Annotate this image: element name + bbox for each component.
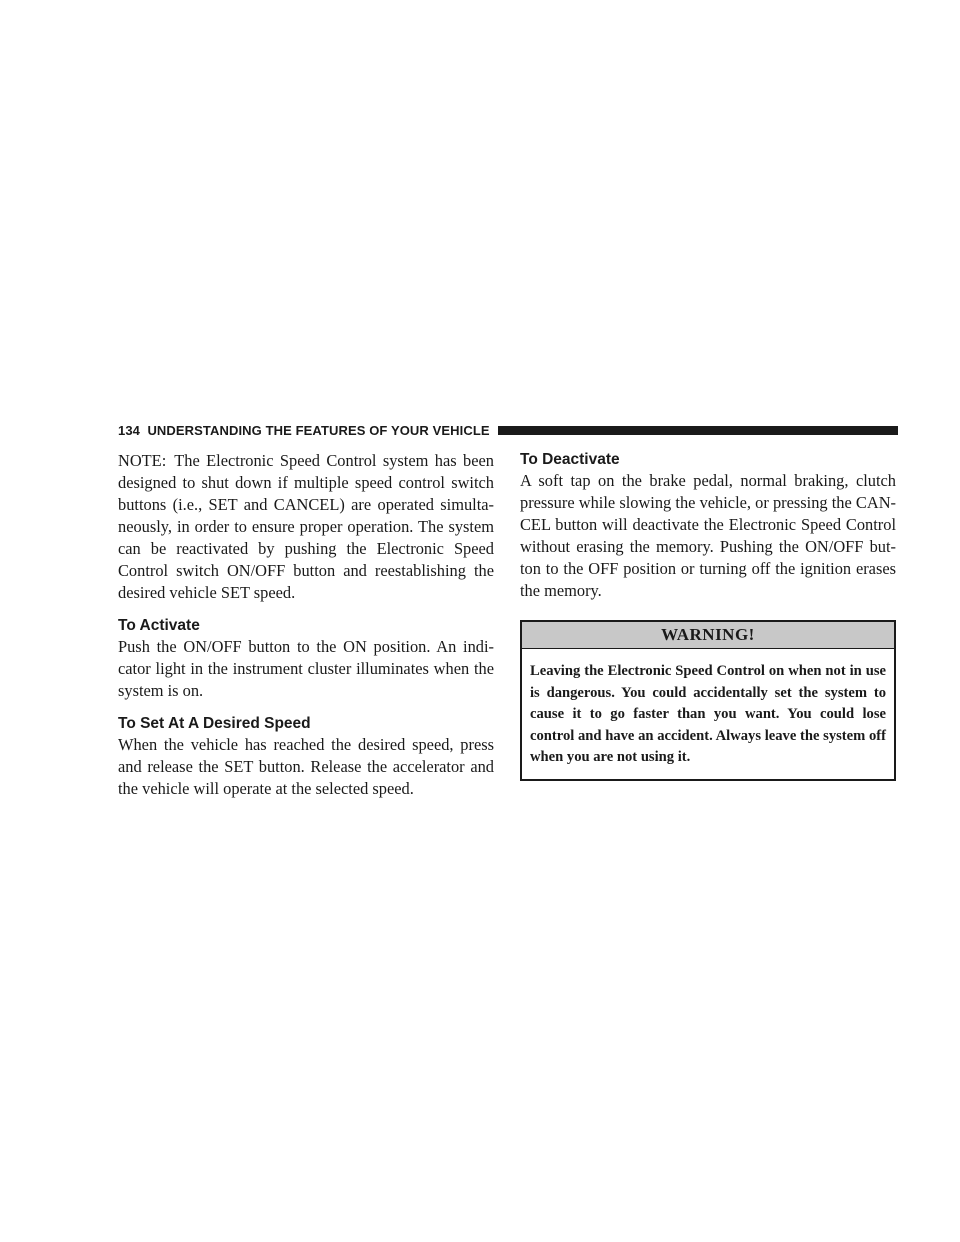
page-header bbox=[118, 420, 898, 440]
header-rule bbox=[498, 426, 898, 435]
section-title: UNDERSTANDING THE FEATURES OF YOUR VEHICLE bbox=[147, 422, 490, 438]
page-number: 134 bbox=[118, 422, 140, 438]
header-text bbox=[118, 423, 490, 438]
note-label: NOTE: bbox=[118, 451, 167, 470]
set-speed-paragraph: When the vehicle has reached the desired speed, press and release the SET button. Release the accelerator and the vehicle will operate at the selected speed. bbox=[118, 735, 494, 798]
activate-paragraph: Push the ON/OFF button to the ON position. An indi-cator light in the instrument cluster illuminates when the system is on. bbox=[118, 637, 494, 700]
warning-title: WARNING! bbox=[522, 622, 894, 649]
warning-text: Leaving the Electronic Speed Control on when not in use is dangerous. You could accidentally set the system to cause it to go faster than you want. You could lose control and have an accident. Always leave the system off when you are not using it. bbox=[530, 663, 886, 765]
deactivate-paragraph: A soft tap on the brake pedal, normal braking, clutch pressure while slowing the vehicle, or pressing the CAN-CEL button will deactivate the Electronic Speed Control without erasing the memory. Pushing the ON/OFF but-ton to the OFF position or turning off the ignition erases the memory. bbox=[520, 471, 896, 600]
note-text: The Electronic Speed Control system has been designed to shut down if multiple speed control switch buttons (i.e., SET and CANCEL) are operated simulta-neously, in order to ensure proper operation. The system can be reactivated by pushing the Electronic Speed Control switch ON/OFF button and reestablishing the desired vehicle SET speed. bbox=[118, 451, 494, 602]
right-column bbox=[520, 450, 896, 781]
left-column bbox=[118, 450, 494, 800]
warning-box bbox=[520, 620, 896, 781]
deactivate-heading: To Deactivate bbox=[520, 451, 620, 468]
set-speed-heading: To Set At A Desired Speed bbox=[118, 715, 311, 732]
activate-heading: To Activate bbox=[118, 617, 200, 634]
note-paragraph bbox=[118, 450, 494, 604]
